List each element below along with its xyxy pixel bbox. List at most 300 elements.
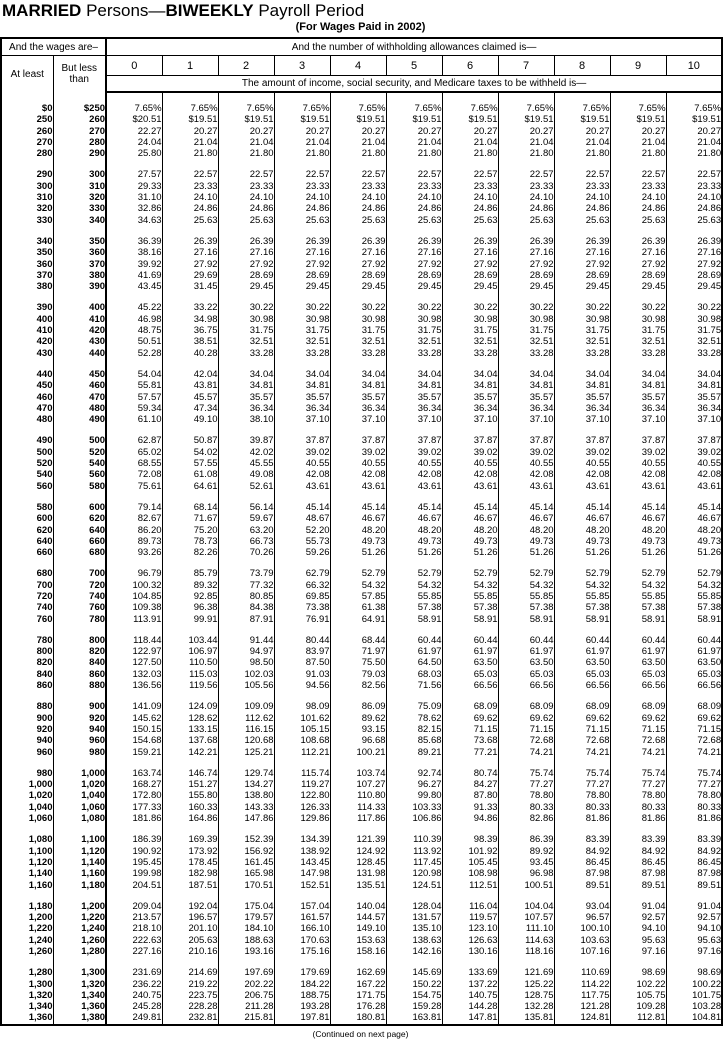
tax-amount-cell: 30.22	[330, 292, 386, 313]
but-less-cell: 400	[53, 292, 106, 313]
at-least-cell: 1,160	[28, 879, 53, 891]
tax-amount-cell: 131.98	[330, 868, 386, 879]
tax-amount-cell: 124.51	[386, 880, 442, 891]
tax-amount-cell: 66.56	[554, 680, 610, 691]
tax-amount-cell: 23.33	[386, 181, 442, 192]
but-less-cell: 580	[53, 481, 106, 492]
table-row	[1, 758, 722, 779]
tax-amount-cell: 61.08	[162, 469, 218, 480]
tax-amount-cell: 23.33	[442, 181, 498, 192]
tax-amount-cell: 56.14	[218, 492, 274, 513]
tax-amount-cell: 68.09	[666, 691, 722, 712]
allowance-col-header: 8	[554, 56, 610, 76]
tax-amount-cell: 36.39	[106, 226, 162, 247]
but-less-cell: 320	[53, 192, 106, 203]
tax-amount-cell: 236.22	[106, 979, 162, 990]
tax-amount-cell: 160.33	[162, 802, 218, 813]
at-least-cell: 540	[36, 469, 53, 481]
tax-amount-cell: 49.73	[610, 536, 666, 547]
tax-amount-cell: 81.86	[610, 813, 666, 824]
at-least-cell: 960	[36, 746, 53, 758]
tax-amount-cell: 69.62	[442, 713, 498, 724]
tax-amount-cell: 28.69	[386, 270, 442, 281]
tax-amount-cell: 69.62	[610, 713, 666, 724]
tax-amount-cell: 73.38	[274, 602, 330, 613]
tax-amount-cell: $19.51	[442, 114, 498, 125]
amount-withheld-label: The amount of income, social security, and Medicare taxes to be withheld is—	[106, 76, 722, 93]
tax-amount-cell: 52.79	[554, 558, 610, 579]
tax-amount-cell: 137.68	[162, 735, 218, 746]
tax-amount-cell: 59.26	[274, 547, 330, 558]
tax-amount-cell: 71.15	[554, 724, 610, 735]
tax-amount-cell: 21.04	[218, 137, 274, 148]
tax-amount-cell: 59.67	[218, 513, 274, 524]
tax-amount-cell: 33.28	[274, 348, 330, 359]
at-least-cell: 1,360	[28, 1012, 53, 1024]
table-row	[1, 846, 722, 857]
at-least-cell: 340	[36, 235, 53, 247]
tax-amount-cell: 34.81	[218, 380, 274, 391]
but-less-cell: 420	[53, 325, 106, 336]
at-least-cell: 370	[36, 269, 53, 281]
tax-amount-cell: 33.28	[330, 348, 386, 359]
tax-amount-cell: 29.33	[106, 181, 162, 192]
at-least-cell: 620	[36, 524, 53, 536]
tax-amount-cell: 75.74	[498, 758, 554, 779]
tax-amount-cell: 107.27	[330, 779, 386, 790]
tax-amount-cell: 37.10	[330, 414, 386, 425]
tax-amount-cell: 43.61	[610, 481, 666, 492]
table-row	[1, 657, 722, 668]
tax-amount-cell: 20.27	[442, 126, 498, 137]
tax-amount-cell: 48.20	[386, 525, 442, 536]
tax-amount-cell: 25.63	[666, 215, 722, 226]
tax-amount-cell: 21.80	[610, 148, 666, 159]
tax-amount-cell: 54.32	[498, 580, 554, 591]
tax-amount-cell: 25.63	[386, 215, 442, 226]
tax-amount-cell: 26.39	[162, 226, 218, 247]
tax-amount-cell: 117.86	[330, 813, 386, 824]
tax-amount-cell: 164.86	[162, 813, 218, 824]
tax-amount-cell: 161.45	[218, 857, 274, 868]
tax-amount-cell: 128.04	[386, 891, 442, 912]
tax-amount-cell: 24.10	[386, 192, 442, 203]
but-less-cell: 370	[53, 259, 106, 270]
tax-amount-cell: 45.14	[274, 492, 330, 513]
but-less-cell: 880	[53, 680, 106, 691]
tax-amount-cell: 78.80	[554, 790, 610, 801]
but-less-cell: 640	[53, 525, 106, 536]
tax-amount-cell: 27.92	[498, 259, 554, 270]
tax-amount-cell: 179.57	[218, 912, 274, 923]
tax-amount-cell: 94.10	[666, 923, 722, 934]
tax-amount-cell: 115.03	[162, 669, 218, 680]
at-least-cell: 440	[36, 368, 53, 380]
tax-amount-cell: 52.28	[106, 348, 162, 359]
tax-amount-cell: 118.16	[498, 946, 554, 957]
tax-amount-cell: 46.67	[666, 513, 722, 524]
tax-amount-cell: 130.16	[442, 946, 498, 957]
tax-amount-cell: 26.39	[498, 226, 554, 247]
tax-amount-cell: 222.63	[106, 935, 162, 946]
tax-amount-cell: 29.45	[610, 281, 666, 292]
tax-amount-cell: 49.73	[498, 536, 554, 547]
tax-amount-cell: 55.85	[610, 591, 666, 602]
but-less-cell: 1,260	[53, 935, 106, 946]
tax-amount-cell: 55.85	[666, 591, 722, 602]
tax-amount-cell: 72.68	[666, 735, 722, 746]
but-less-cell: 980	[53, 747, 106, 758]
tax-amount-cell: 94.56	[274, 680, 330, 691]
tax-amount-cell: 42.08	[610, 469, 666, 480]
tax-amount-cell: 48.67	[274, 513, 330, 524]
tax-amount-cell: 24.86	[330, 203, 386, 214]
table-row	[1, 813, 722, 824]
tax-amount-cell: 57.38	[610, 602, 666, 613]
tax-amount-cell: 82.15	[386, 724, 442, 735]
tax-amount-cell: 129.74	[218, 758, 274, 779]
tax-amount-cell: 113.91	[106, 614, 162, 625]
tax-amount-cell: 83.39	[554, 824, 610, 845]
tax-amount-cell: 31.75	[554, 325, 610, 336]
but-less-cell: 800	[53, 625, 106, 646]
tax-amount-cell: 64.91	[330, 614, 386, 625]
tax-amount-cell: 176.28	[330, 1001, 386, 1012]
tax-amount-cell: 65.03	[666, 669, 722, 680]
tax-amount-cell: 21.80	[666, 148, 722, 159]
tax-amount-cell: 36.34	[610, 403, 666, 414]
tax-amount-cell: 72.08	[106, 469, 162, 480]
at-least-cell: 330	[36, 214, 53, 226]
tax-amount-cell: 55.73	[274, 536, 330, 547]
table-row	[1, 259, 722, 270]
tax-amount-cell: 59.34	[106, 403, 162, 414]
but-less-cell: 920	[53, 713, 106, 724]
tax-amount-cell: 62.79	[274, 558, 330, 579]
tax-amount-cell: 23.33	[218, 181, 274, 192]
tax-amount-cell: 40.55	[274, 458, 330, 469]
page-title	[0, 0, 721, 20]
tax-amount-cell: 7.65%	[498, 92, 554, 114]
but-less-cell: 1,140	[53, 857, 106, 868]
tax-amount-cell: 109.09	[218, 691, 274, 712]
tax-amount-cell: 68.03	[386, 669, 442, 680]
but-less-cell: 470	[53, 392, 106, 403]
tax-amount-cell: 36.34	[330, 403, 386, 414]
tax-amount-cell: 37.87	[442, 425, 498, 446]
tax-amount-cell: $19.51	[498, 114, 554, 125]
tax-amount-cell: 78.73	[162, 536, 218, 547]
but-less-cell: 1,380	[53, 1012, 106, 1024]
tax-amount-cell: 40.55	[330, 458, 386, 469]
tax-amount-cell: 24.86	[162, 203, 218, 214]
table-row	[1, 247, 722, 258]
tax-amount-cell: 24.86	[386, 203, 442, 214]
tax-amount-cell: 172.80	[106, 790, 162, 801]
tax-amount-cell: 28.69	[274, 270, 330, 281]
tax-amount-cell: 116.15	[218, 724, 274, 735]
table-row	[1, 192, 722, 203]
but-less-cell: 840	[53, 657, 106, 668]
tax-amount-cell: 30.22	[386, 292, 442, 313]
tax-amount-cell: 85.68	[386, 735, 442, 746]
at-least-cell: 1,340	[28, 1001, 53, 1013]
tax-amount-cell: 46.67	[442, 513, 498, 524]
tax-amount-cell: 117.45	[386, 857, 442, 868]
tax-amount-cell: 45.14	[330, 492, 386, 513]
table-row	[1, 492, 722, 513]
tax-amount-cell: 114.22	[554, 979, 610, 990]
at-least-cell: 260	[36, 125, 53, 137]
tax-amount-cell: 43.61	[498, 481, 554, 492]
but-less-cell: 740	[53, 591, 106, 602]
tax-amount-cell: 22.57	[162, 159, 218, 180]
tax-amount-cell: 24.86	[218, 203, 274, 214]
tax-amount-cell: 73.79	[218, 558, 274, 579]
tax-amount-cell: 101.62	[274, 713, 330, 724]
tax-amount-cell: 42.02	[218, 447, 274, 458]
tax-amount-cell: 215.81	[218, 1012, 274, 1024]
tax-amount-cell: 81.86	[554, 813, 610, 824]
tax-amount-cell: 119.56	[162, 680, 218, 691]
tax-amount-cell: 92.85	[162, 591, 218, 602]
tax-amount-cell: 91.03	[274, 669, 330, 680]
tax-amount-cell: 119.27	[274, 779, 330, 790]
tax-amount-cell: 80.44	[274, 625, 330, 646]
tax-amount-cell: 7.65%	[330, 92, 386, 114]
at-least-cell: 470	[36, 402, 53, 414]
tax-amount-cell: 39.02	[274, 447, 330, 458]
tax-amount-cell: 38.16	[106, 247, 162, 258]
tax-amount-cell: 57.38	[498, 602, 554, 613]
tax-amount-cell: 28.69	[442, 270, 498, 281]
tax-amount-cell: 66.32	[274, 580, 330, 591]
tax-amount-cell: $20.51	[106, 114, 162, 125]
tax-amount-cell: 184.10	[218, 923, 274, 934]
tax-amount-cell: 40.55	[554, 458, 610, 469]
tax-amount-cell: 43.61	[386, 481, 442, 492]
tax-amount-cell: 100.21	[330, 747, 386, 758]
but-less-cell: 390	[53, 281, 106, 292]
but-less-cell: 280	[53, 137, 106, 148]
at-least-header: At least	[1, 56, 53, 93]
at-least-cell: 580	[36, 501, 53, 513]
tax-amount-cell: 68.09	[498, 691, 554, 712]
tax-amount-cell: 61.97	[666, 646, 722, 657]
tax-amount-cell: 25.63	[610, 215, 666, 226]
tax-amount-cell: 98.39	[442, 824, 498, 845]
tax-amount-cell: 26.39	[274, 226, 330, 247]
tax-amount-cell: 107.57	[498, 912, 554, 923]
tax-amount-cell: 150.22	[386, 979, 442, 990]
tax-amount-cell: 30.98	[498, 314, 554, 325]
tax-amount-cell: 167.22	[330, 979, 386, 990]
tax-amount-cell: 24.86	[498, 203, 554, 214]
tax-amount-cell: 24.10	[330, 192, 386, 203]
tax-amount-cell: 21.80	[162, 148, 218, 159]
tax-amount-cell: 7.65%	[274, 92, 330, 114]
at-least-cell: 500	[36, 446, 53, 458]
but-less-cell: 350	[53, 226, 106, 247]
but-less-cell: 260	[53, 114, 106, 125]
tax-amount-cell: 24.10	[442, 192, 498, 203]
tax-amount-cell: 133.15	[162, 724, 218, 735]
tax-amount-cell: 43.61	[554, 481, 610, 492]
tax-amount-cell: 21.80	[330, 148, 386, 159]
tax-amount-cell: 73.68	[442, 735, 498, 746]
tax-amount-cell: 33.28	[666, 348, 722, 359]
tax-amount-cell: 109.28	[610, 1001, 666, 1012]
tax-amount-cell: 43.61	[274, 481, 330, 492]
tax-amount-cell: 46.67	[498, 513, 554, 524]
tax-amount-cell: 42.04	[162, 359, 218, 380]
at-least-cell: 900	[36, 712, 53, 724]
at-least-cell: 1,180	[28, 900, 53, 912]
tax-amount-cell: 20.27	[162, 126, 218, 137]
table-row	[1, 1012, 722, 1024]
tax-amount-cell: 218.10	[106, 923, 162, 934]
tax-amount-cell: 60.44	[498, 625, 554, 646]
table-row	[1, 114, 722, 125]
at-least-cell: 480	[36, 414, 53, 426]
at-least-cell: 1,040	[28, 801, 53, 813]
tax-amount-cell: 138.92	[274, 846, 330, 857]
wages-are-label: And the wages are–	[1, 38, 106, 56]
at-least-cell: 740	[36, 602, 53, 614]
tax-amount-cell: 29.45	[554, 281, 610, 292]
tax-amount-cell: 65.03	[442, 669, 498, 680]
tax-amount-cell: 99.91	[162, 614, 218, 625]
tax-amount-cell: 86.09	[330, 691, 386, 712]
tax-amount-cell: 25.80	[106, 148, 162, 159]
tax-amount-cell: 52.79	[386, 558, 442, 579]
tax-amount-cell: 52.79	[666, 558, 722, 579]
tax-amount-cell: 114.33	[330, 802, 386, 813]
tax-amount-cell: 27.16	[386, 247, 442, 258]
tax-amount-cell: 135.51	[330, 880, 386, 891]
tax-amount-cell: 106.86	[386, 813, 442, 824]
but-less-cell: 500	[53, 425, 106, 446]
tax-amount-cell: 30.98	[442, 314, 498, 325]
tax-amount-cell: 178.45	[162, 857, 218, 868]
tax-amount-cell: 74.21	[498, 747, 554, 758]
tax-amount-cell: 7.65%	[610, 92, 666, 114]
tax-amount-cell: 75.74	[610, 758, 666, 779]
tax-amount-cell: 98.09	[274, 691, 330, 712]
at-least-cell: 430	[36, 347, 53, 359]
tax-amount-cell: 34.04	[330, 359, 386, 380]
tax-amount-cell: 154.75	[386, 990, 442, 1001]
tax-amount-cell: 46.67	[330, 513, 386, 524]
tax-amount-cell: 21.04	[386, 137, 442, 148]
tax-amount-cell: 32.86	[106, 203, 162, 214]
tax-amount-cell: 7.65%	[554, 92, 610, 114]
tax-amount-cell: 91.04	[666, 891, 722, 912]
tax-amount-cell: 48.20	[442, 525, 498, 536]
tax-amount-cell: 182.98	[162, 868, 218, 879]
tax-amount-cell: 81.86	[666, 813, 722, 824]
tax-amount-cell: 204.51	[106, 880, 162, 891]
tax-amount-cell: 34.81	[610, 380, 666, 391]
tax-amount-cell: 102.03	[218, 669, 274, 680]
at-least-cell: 820	[36, 657, 53, 669]
table-row	[1, 403, 722, 414]
tax-amount-cell: 32.51	[330, 336, 386, 347]
table-row	[1, 802, 722, 813]
tax-amount-cell: 27.92	[218, 259, 274, 270]
tax-amount-cell: 98.50	[218, 657, 274, 668]
tax-amount-cell: 57.38	[666, 602, 722, 613]
tax-amount-cell: 27.16	[218, 247, 274, 258]
tax-amount-cell: 20.27	[218, 126, 274, 137]
but-less-cell: 340	[53, 215, 106, 226]
but-less-cell: 480	[53, 403, 106, 414]
tax-amount-cell: 123.10	[442, 923, 498, 934]
tax-amount-cell: 54.02	[162, 447, 218, 458]
tax-amount-cell: 45.14	[610, 492, 666, 513]
at-least-cell: 420	[36, 336, 53, 348]
tax-amount-cell: 49.73	[442, 536, 498, 547]
at-least-cell: 1,120	[28, 856, 53, 868]
tax-amount-cell: 39.02	[330, 447, 386, 458]
tax-amount-cell: 32.51	[666, 336, 722, 347]
tax-amount-cell: 36.34	[554, 403, 610, 414]
tax-amount-cell: 71.56	[386, 680, 442, 691]
but-less-cell: 410	[53, 314, 106, 325]
tax-amount-cell: 95.63	[666, 935, 722, 946]
tax-amount-cell: 27.92	[162, 259, 218, 270]
tax-amount-cell: 7.65%	[218, 92, 274, 114]
tax-amount-cell: 43.61	[442, 481, 498, 492]
but-less-cell: 700	[53, 558, 106, 579]
tax-amount-cell: 100.10	[554, 923, 610, 934]
but-less-cell: 820	[53, 646, 106, 657]
tax-amount-cell: 103.63	[554, 935, 610, 946]
at-least-cell: 1,280	[28, 967, 53, 979]
tax-amount-cell: 37.87	[386, 425, 442, 446]
tax-amount-cell: 58.91	[498, 614, 554, 625]
tax-amount-cell: 27.16	[666, 247, 722, 258]
tax-amount-cell: 75.61	[106, 481, 162, 492]
tax-amount-cell: 40.55	[610, 458, 666, 469]
tax-amount-cell: 54.32	[442, 580, 498, 591]
tax-amount-cell: 48.20	[554, 525, 610, 536]
tax-amount-cell: 195.45	[106, 857, 162, 868]
tax-amount-cell: 78.80	[666, 790, 722, 801]
table-row	[1, 414, 722, 425]
tax-amount-cell: 39.02	[666, 447, 722, 458]
tax-amount-cell: 96.98	[498, 868, 554, 879]
at-least-cell: 1,320	[28, 989, 53, 1001]
table-row	[1, 558, 722, 579]
tax-amount-cell: 23.33	[666, 181, 722, 192]
tax-amount-cell: 22.57	[666, 159, 722, 180]
tax-amount-cell: 24.86	[554, 203, 610, 214]
tax-amount-cell: 26.39	[386, 226, 442, 247]
tax-amount-cell: 55.85	[442, 591, 498, 602]
tax-amount-cell: 184.22	[274, 979, 330, 990]
table-row	[1, 447, 722, 458]
tax-amount-cell: 34.04	[386, 359, 442, 380]
tax-amount-cell: 50.51	[106, 336, 162, 347]
tax-amount-cell: 119.57	[442, 912, 498, 923]
tax-amount-cell: 20.27	[610, 126, 666, 137]
tax-amount-cell: 35.57	[666, 392, 722, 403]
tax-amount-cell: $19.51	[218, 114, 274, 125]
table-row	[1, 525, 722, 536]
tax-amount-cell: 49.10	[162, 414, 218, 425]
tax-amount-cell: 33.28	[610, 348, 666, 359]
